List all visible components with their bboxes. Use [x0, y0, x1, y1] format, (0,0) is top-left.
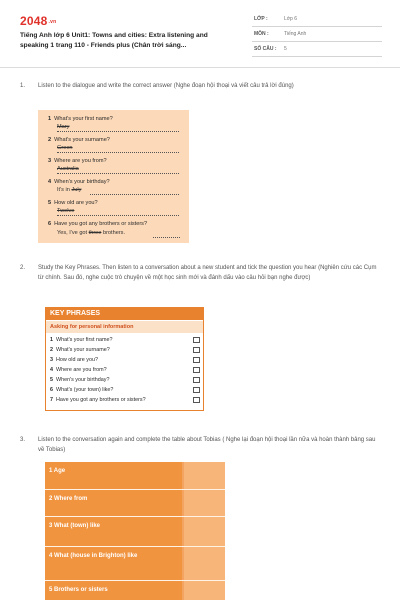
row-label: 2 Where from — [45, 490, 182, 516]
key-phrase: 6 What's (your town) like? — [50, 387, 114, 393]
key-phrases-image — [45, 307, 204, 411]
key-phrase: 4 Where are you from? — [50, 367, 107, 373]
answer-line — [57, 173, 179, 174]
dialogue-question: 6 Have you got any brothers or sisters? — [48, 221, 148, 227]
tick-box[interactable] — [193, 387, 200, 393]
question-number: 1. — [20, 83, 26, 89]
header-divider — [0, 67, 400, 68]
dialogue-answer: Yes, I've got three brothers. — [57, 230, 126, 236]
dialogue-question: 4 When's your birthday? — [48, 179, 110, 185]
answer-line — [90, 194, 179, 195]
dialogue-answer: It's in July — [57, 187, 82, 193]
key-phrase: 1 What's your first name? — [50, 337, 113, 343]
answer-cell[interactable] — [184, 547, 225, 580]
table-row — [45, 490, 225, 516]
dialogue-exercise-image — [38, 110, 189, 243]
dialogue-question: 5 How old are you? — [48, 200, 98, 206]
dialogue-answer: Twelve — [57, 208, 75, 214]
dialogue-answer: Green — [57, 145, 73, 151]
key-phrase: 2 What's your surname? — [50, 347, 110, 353]
meta-count-key: SỐ CÂU : — [254, 46, 277, 52]
dialogue-answer: Mary — [57, 124, 70, 130]
answer-line — [57, 215, 179, 216]
meta-count-value: 5 — [284, 46, 287, 52]
answer-cell[interactable] — [184, 462, 225, 489]
tick-box[interactable] — [193, 377, 200, 383]
table-row — [45, 581, 225, 600]
key-phrase: 3 How old are you? — [50, 357, 98, 363]
question-3 — [20, 435, 382, 459]
question-number: 3. — [20, 437, 26, 443]
dialogue-answer: Australia — [57, 166, 79, 172]
row-label: 1 Age — [45, 462, 182, 489]
answer-cell[interactable] — [184, 517, 225, 546]
tobias-table-image — [45, 462, 225, 600]
table-row — [45, 462, 225, 489]
dialogue-question: 2 What's your surname? — [48, 137, 110, 143]
key-phrases-subtitle: Asking for personal information — [46, 321, 203, 333]
meta-class — [252, 12, 382, 27]
dialogue-question: 3 Where are you from? — [48, 158, 107, 164]
dialogue-question: 1 What's your first name? — [48, 116, 113, 122]
site-logo[interactable]: 2048.vn — [20, 14, 57, 28]
meta-subject — [252, 27, 382, 42]
table-row — [45, 547, 225, 580]
question-text: Study the Key Phrases. Then listen to a conversation about a new student and tick the question you hear (Nghiên cứu các Cụm từ chính. Sau đó, nghe cuộc trò chuyện về một học sinh mới và đánh dấu vào câu hỏi bạn nghe được) — [38, 265, 377, 281]
answer-cell[interactable] — [184, 581, 225, 600]
key-phrases-title: KEY PHRASES — [46, 308, 203, 320]
table-row — [45, 517, 225, 546]
key-phrase: 7 Have you got any brothers or sisters? — [50, 397, 146, 403]
key-phrase: 5 When's your birthday? — [50, 377, 110, 383]
page-header — [0, 0, 400, 62]
meta-subject-value: Tiếng Anh — [284, 31, 307, 37]
row-label: 5 Brothers or sisters — [45, 581, 182, 600]
tick-box[interactable] — [193, 397, 200, 403]
tick-box[interactable] — [193, 337, 200, 343]
tick-box[interactable] — [193, 357, 200, 363]
document-title: Tiếng Anh lớp 6 Unit1: Towns and cities: Extra listening and speaking 1 trang 110 - Friends plus (Chân trời sáng... — [20, 32, 208, 49]
question-text: Listen to the conversation again and complete the table about Tobias ( Nghe lại đoạn hội thoại lần nữa và hoàn thành bảng sau về Tobias) — [38, 437, 376, 453]
answer-line — [153, 237, 180, 238]
meta-question-count — [252, 42, 382, 57]
question-1 — [20, 81, 382, 105]
answer-cell[interactable] — [184, 490, 225, 516]
meta-class-key: LỚP : — [254, 16, 268, 22]
meta-class-value: Lớp 6 — [284, 16, 298, 22]
tick-box[interactable] — [193, 347, 200, 353]
tick-box[interactable] — [193, 367, 200, 373]
row-label: 4 What (house in Brighton) like — [45, 547, 182, 580]
question-text: Listen to the dialogue and write the correct answer (Nghe đoạn hội thoại và viết câu trả lời đúng) — [38, 83, 294, 89]
row-label: 3 What (town) like — [45, 517, 182, 546]
answer-line — [57, 131, 179, 132]
question-number: 2. — [20, 265, 26, 271]
answer-line — [57, 152, 179, 153]
meta-subject-key: MÔN : — [254, 31, 269, 37]
question-2 — [20, 263, 382, 299]
